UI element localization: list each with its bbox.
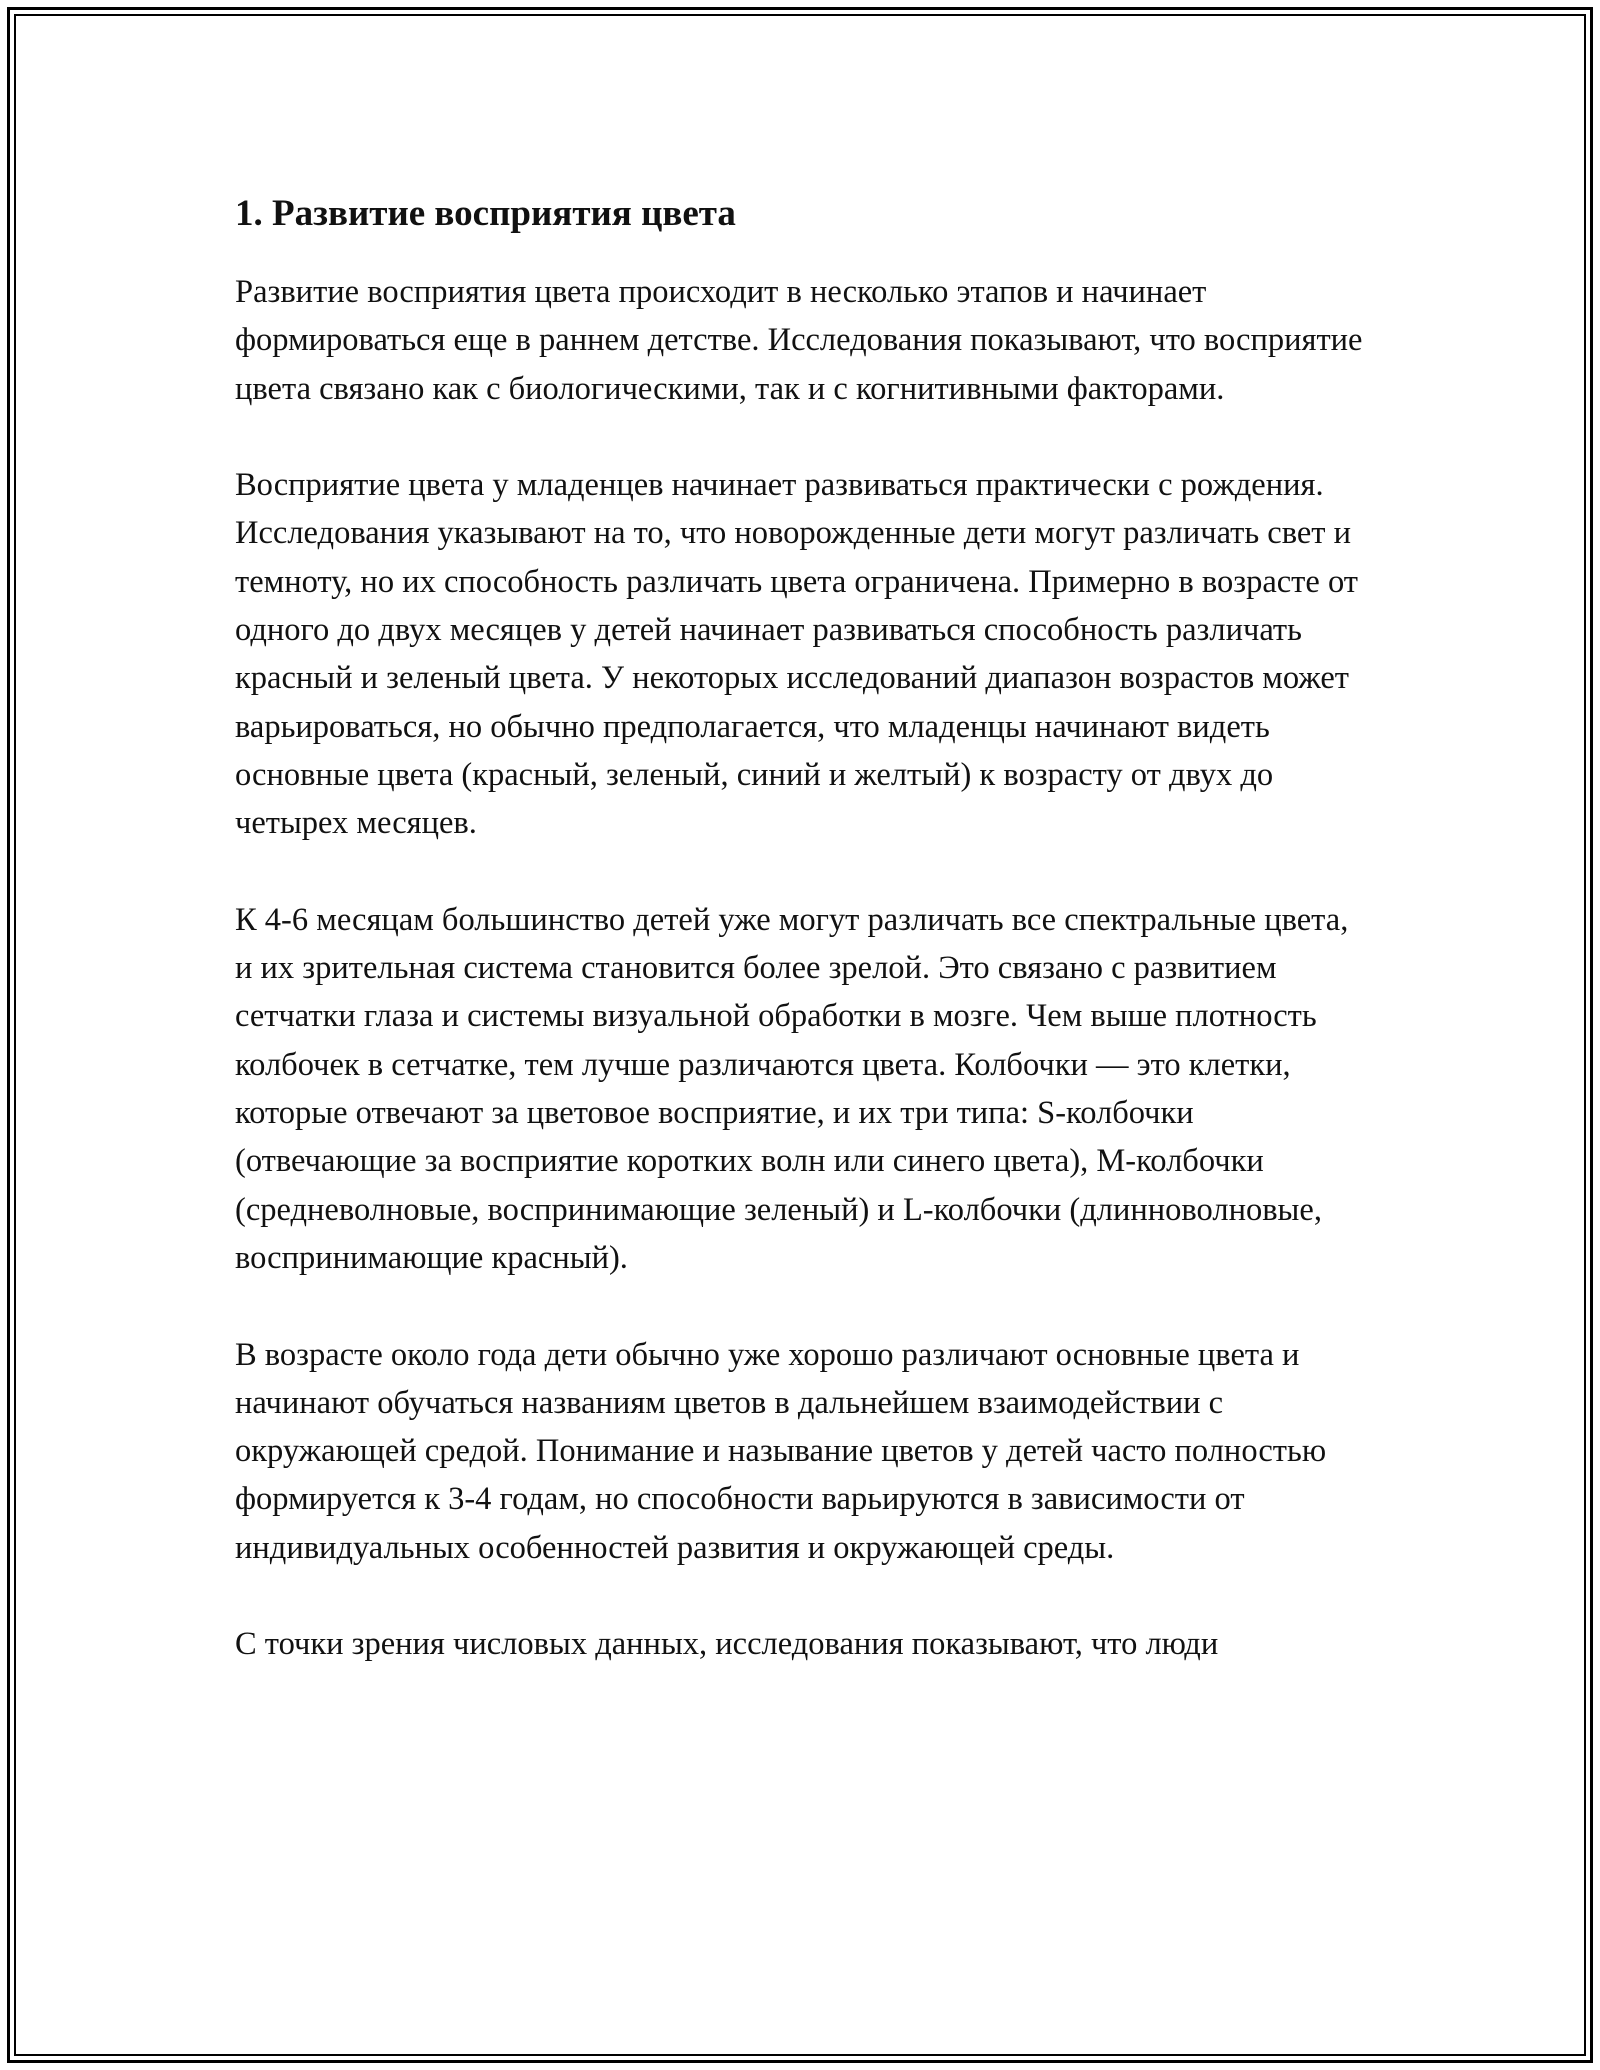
paragraph-numeric: С точки зрения числовых данных, исследования показывают, что люди (235, 1626, 1219, 1663)
paragraph-infants: Восприятие цвета у младенцев начинает развиваться практически с рождения. Исследования указывают на то, что новорожденные дети могут различать свет и темноту, но их способность различать цвета ограничена. Примерно в возрасте от одного до двух месяцев у детей начинает развиваться способность различать красный и зеленый цвета. У некоторых исследований диапазон возрастов может варьироваться, но обычно предполагается, что младенцы начинают видеть основные цвета (красный, зеленый, синий и желтый) к возрасту от двух до четырех месяцев. (235, 467, 1358, 842)
paragraph-cones: К 4-6 месяцам большинство детей уже могут различать все спектральные цвета, и их зрительная система становится более зрелой. Это связано с развитием сетчатки глаза и системы визуальной обработки в мозге. Чем выше плотность колбочек в сетчатке, тем лучше различаются цвета. Колбочки — это клетки, которые отвечают за цветовое восприятие, и их три типа: S-колбочки (отвечающие за восприятие коротких волн или синего цвета), M-колбочки (средневолновые, воспринимающие зеленый) и L-колбочки (длинноволновые, воспринимающие красный). (235, 901, 1349, 1276)
paragraph-intro: Развитие восприятия цвета происходит в несколько этапов и начинает формироваться еще в раннем детстве. Исследования показывают, что восприятие цвета связано как с биологическими, так и с когнитивными факторами. (235, 274, 1363, 407)
document-body (235, 190, 1365, 1717)
section-heading: 1. Развитие восприятия цвета (235, 193, 736, 234)
paragraph-naming: В возрасте около года дети обычно уже хорошо различают основные цвета и начинают обучаться названиям цветов в дальнейшем взаимодействии с окружающей средой. Понимание и называние цветов у детей часто полностью формируется к 3-4 годам, но способности варьируются в зависимости от индивидуальных особенностей развития и окружающей среды. (235, 1336, 1327, 1566)
